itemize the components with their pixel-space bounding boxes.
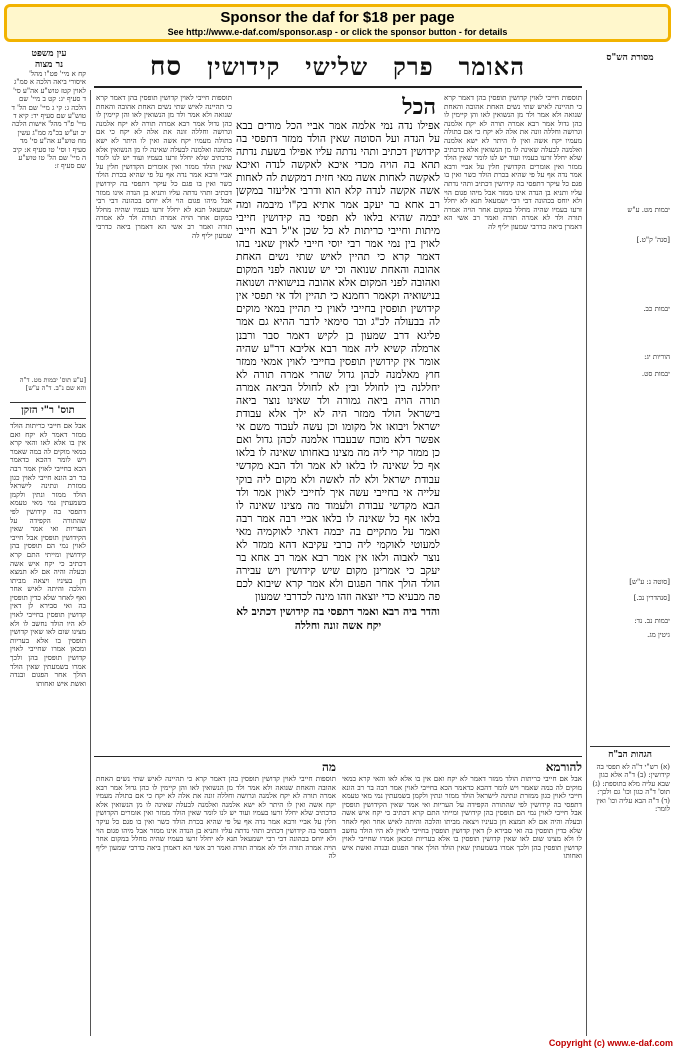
gemara-column: [236, 94, 440, 754]
folio-number: סח: [150, 52, 183, 82]
tosafot-text-left: תוספות חייבי לאוין קדושין תופסין בהן דאמר קרא כי תהיינה לאיש שתי נשים האחת אהובה והאחת שנואה ולא אמר ולד מן הנשואין לאו והן קיימין לו כהן גדול אמר רבא אמרה תורה לא יקח אלמנה וגרושה וחללה זונה את אלה לא יקח כי אם בתולה מעמיו יקח אשה ואין לו היתר לא ישא אלמנה ואלמנה לבעלה שאינה לו מן הנשואין אלא כדכתיב שלא יחלל זרעו בעמיו ועוד יש לנו לומר שאין הולד ממזר ואין אומרים הקדושין חלין על אביי ורבא אמר נדה אף על פי שהיא בכרת הולד כשר ואין בו פגם כל עיקר דתפסי בה קידושין דכתיב ותהי נדתה עליו ותניא בן הנדה אינו ממזר אבל מיהו פגום הוי ולא יוחס בכהונה דבי רבי ישמעאל תנא לא יחלל זרעו בעמיו שהיה מחלל במקום אחר הויה אמרה תורה ולד לא אמרה תורה ואמר רב אשי הא דאמרן ביאה כדרבי שמעון יליף לה: [96, 94, 232, 240]
sponsor-title: Sponsor the daf for $18 per page: [220, 9, 455, 26]
masoret-note: יבמות כב.: [643, 304, 670, 313]
copyright-link[interactable]: Copyright (c) www.e-daf.com: [548, 1038, 673, 1048]
lower-commentary: [96, 760, 582, 1036]
tosafot-rid-column: [10, 402, 86, 1032]
tosafot-rid-text: אבל אם חייבי כריתות הולד ממזר דאמר לא יקח ואם אין בו אלא לאו והאי קרא במאי מוקים לה במה שאמר ויש לומר דהכא כדאמר הכא בחייבי לאוין אמר רבה בר רב הונא חייבי לאוין כגון ממזרת ונתינה לישראל הולד ממזר ונתין ולקמן בשמעתין נמי מאי טעמא דתפסי בה קידושין לפי שהתורה הקפידה על העריות ואי אמר שאין הקידושין תופסין אבל חייבי לאוין נמי הם תופסין בהן קידושין ומייתי התם קרא דכתיב כי יקח איש אשה ובעלה והיה אם לא תמצא חן בעיניו ויצאה מביתו והלכה והיתה לאיש אחר ואף לאחר שלא כדין תופסין בה ואי סבירא לן דאין קדושין תופסין בחייבי לאוין לא היו הולד נחשב לו ולא מצינו שום לאו שאין קדושין תופסין בו אלא בעריות ומכאן אמרו שחייבי לאוין קדושין תופסין בהן ולכך אמרו בשמעתין שאין הולד הולך אחר הפגום ובנדה ואשת איש ואחותו: [10, 421, 86, 688]
sponsor-subtitle: See http://www.e-daf.com/sponsor.asp - or click the sponsor button - for details: [167, 27, 508, 37]
title-word: קידושין: [207, 52, 281, 81]
ein-mishpat-label: עין משפט נר מצוה: [31, 49, 67, 70]
lower-rule: [94, 756, 582, 757]
header-rule: [94, 86, 582, 88]
hagahot-title: הגהות הב"ח: [590, 746, 670, 760]
lower-heading-left: מה: [321, 760, 336, 774]
talmud-page: [0, 46, 677, 1036]
hagahot-habach-section: [590, 746, 670, 1036]
title-word: שלישי: [305, 52, 369, 81]
right-column-rule: [586, 90, 587, 1036]
gemara-text: אפילו נדה נמי אלמה אמר אביי הכל מודים בבא על הנדה ועל הסוטה שאין הולד ממזר דתפסי בה קידושין דכתיב ותהי נדתה עליו אפילו בשעת נדתה תהא בה הויה מכדי איכא לאקשה לנדה ואיכא לאקשה לאחות אשה מאי חזית דמקשת לה לאחות אשה אקשה לנדה קלא הוא ודרבי אליעזר במקשן רב אחא בר יעקב אמר אתיא בק"ו מיבמה ומה יבמה שהיא בלאו לא תפסי בה קידושין חייבי מיתות וחייבי כריתות לא כל שכן א"ל רבא חייבי לאוין בין נמי אמר רבי יוסי חייבי לאוין שאני בהו דאמר קרא כי תהיין לאיש שתי נשים האחת אהובה והאחת שנואה וכי יש שנואה לפני המקום ואהובה לפני המקום אלא אהובה בנישואיה ושנואה בנישואיה וקאמר רחמנא כי תהיין ולד אי תפסי אין קידושין תופסין בחייבי לאוין כי תהיין במאי מוקים לה בבעולה לכ"ג ובר סימאי לדבר ההיא גם אמר פליגא דרב שמעון בן לקיש דאמר סבר ורבנן ארמלה קשיא ליה אמר רבא אליבא דר"ע שהיה אומר אין קידושין תופסין בחייבי לאוין אמאי ממזר חוץ מאלמנה לכהן גדול שהרי אמרה תורה לא יחללנה בין לחולל ובין לא לחולל הביאה אמרה תורה הויה ביאה גמורה ולד שאינו נוצר ביאה בישראל הולד ממזר היה לא ילך אלא עבודת ישראל ויבואו אל מקומו וכן עשה לעבוד משם אי אפשר דלא מוכח שבעבדו אלמנה לכהן גדול ואם כן ממזר קרי ליה מה מצינו באחותו שאינה לו בלאו אף כל שאינה לו בלאו לא אמר ולד הבא מקדשי עבודת ישראל ולא לה לאשה ולא מקום ליה בוקי עלייה אי בחייבי עשה איך לחייבי לאוין אמר ולד הבא מקדשי עבודת ולעמוד מה מצינו שאינה לו בלאו אף כל שאינה לו בלאו אביי רבה אמר רבה ואמר על מתקיים בה יבמה דאתי לאוקמיה מאי למעוטי לאוקמי ליה כרבי עקיבא דהא ממזר לא נוצר לאבוה ולאו אין אמר רבא אמר רב אחא בר יעקב כי אמרינן מקום שיש קידושין ויש עבירה הולד הולך אחר הפגום ולא אמר קרא שיבוא לכם פה מבעיא כדי יוצאה וזהו מינה לכדרבי שמעון: [236, 120, 440, 604]
title-word: פרק: [393, 52, 434, 81]
tosafot-rid-title: תוס' ר"י הזקן: [10, 402, 86, 419]
masoret-hashas-notes: [590, 206, 670, 746]
masoret-note: יבמות נב. נד:: [634, 616, 670, 625]
gemara-opening-word: הכל: [402, 94, 436, 120]
page-title: [150, 50, 525, 84]
masoret-note: הוריות יג:: [644, 353, 670, 362]
masoret-note: גיטין מג.: [647, 631, 670, 640]
ein-mishpat-bracket-note: [ע"ע תוס' יבמות מט. ד"ה והא שם נ"ב. ד"ה ע"ש]: [19, 376, 86, 393]
masoret-note: יבמות סט.: [641, 369, 670, 378]
lower-text-right: אבל אם חייבי כריתות הולד ממזר דאמר לא יקח ואם אין בו אלא לאו והאי קרא במאי מוקים לה במה שאמר ויש לומר דהכא כדאמר הכא בחייבי לאוין אמר רבה בר רב הונא חייבי לאוין כגון ממזרת ונתינה לישראל הולד ממזר ונתין ולקמן בשמעתין נמי מאי טעמא דתפסי בה קידושין לפי שהתורה הקפידה על העריות ואי אמר שאין הקידושין תופסין אבל חייבי לאוין נמי הם תופסין בהן קידושין ומייתי התם קרא דכתיב כי יקח איש אשה ובעלה והיה אם לא תמצא חן בעיניו ויצאה מביתו והלכה והיתה לאיש אחר ואף לאחר שלא כדין תופסין בה ואי סבירא לן דאין קדושין תופסין בחייבי לאוין לא היו הולד נחשב לו ולא מצינו שום לאו שאין קדושין תופסין בו אלא בעריות ומכאן אמרו שחייבי לאוין קדושין תופסין בהן ולכך אמרו בשמעתין שאין הולד הולך אחר הפגום ובנדה ואשת איש ואחותו: [342, 774, 582, 861]
gemara-end-words: והדר ביה רבא ואמר דתפסי בה קידושין דכתיב לא יקח אשה זונה וחללה: [236, 606, 440, 632]
masoret-note: [סוטה נ: ע"ש]: [629, 578, 670, 587]
ein-mishpat-notes: קח א מיי' פט"ו מהל' איסורי ביאה הלכה א סמ"ג לאוין קטז טוש"ע אה"ע סי' ד סעיף יג: קט ב מיי' שם הלכה ג: קי ג מיי' שם הל' ד טוש"ע שם סעיף יד: קיא ד מיי' פ"ד מהל' אישות הלכה יב וע"ש בכ"מ סמ"ג עשין מח טוש"ע אה"ע סי' מד סעיף ו וסי' טו סעיף א: קיב ה מיי' שם הל' טו טוש"ע שם סעיף ז:: [11, 70, 86, 171]
lower-heading-right: להורמא: [545, 760, 582, 774]
masoret-note: [סנהדרין נב.]: [633, 594, 670, 603]
rashi-column: תוספות חייבי לאוין קדושין תופסין בהן דאמר קרא כי תהיינה לאיש שתי נשים האחת אהובה והאחת שנואה ולא אמר ולד מן הנשואין לאו והן קיימין לו כהן גדול אמר רבא אמרה תורה לא יקח אלמנה וגרושה וחללה זונה את אלה לא יקח כי אם בתולה מעמיו יקח אשה ואין לו היתר לא ישא אלמנה ואלמנה לבעלה שאינה לו מן הנשואין אלא כדכתיב שלא יחלל זרעו בעמיו ועוד יש לנו לומר שאין הולד ממזר ואין אומרים הקדושין חלין על אביי ורבא אמר נדה אף על פי שהיא בכרת הולד כשר ואין בו פגם כל עיקר דתפסי בה קידושין דכתיב ותהי נדתה עליו ותניא בן הנדה אינו ממזר אבל מיהו פגום הוי ולא יוחס בכהונה דבי רבי ישמעאל תנא לא יחלל זרעו בעמיו שהיה מחלל במקום אחר הויה אמרה תורה ולד לא אמרה תורה ואמר רב אשי הא דאמרן ביאה כדרבי שמעון יליף לה: [444, 94, 582, 231]
masoret-note: [סנה' ק"ט.]: [636, 236, 670, 245]
left-column-rule: [90, 90, 91, 1036]
hagahot-text: (א) רש"י ד"ה לא תפסי בה קידושין: (ב) ד"ה אלא כגון שבא עליה מלא בתוספת: (ג) תוס' ד"ה כגון וכו' גם ולכך: (ד) ד"ה הבא עליה וכו' ואין לומר:: [592, 763, 670, 814]
masoret-hashas-label: מסורת הש"ס: [606, 53, 654, 63]
lower-text-left: תוספות חייבי לאוין קדושין תופסין בהן דאמר קרא כי תהיינה לאיש שתי נשים האחת אהובה והאחת שנואה ולא אמר ולד מן הנשואין לאו והן קיימין לו כהן גדול אמר רבא אמרה תורה לא יקח אלמנה וגרושה וחללה זונה את אלה לא יקח כי אם בתולה מעמיו יקח אשה ואין לו היתר לא ישא אלמנה ואלמנה לבעלה שאינה לו מן הנשואין אלא כדכתיב שלא יחלל זרעו בעמיו ועוד יש לנו לומר שאין הולד ממזר ואין אומרים הקדושין חלין על אביי ורבא אמר נדה אף על פי שהיא בכרת הולד כשר ואין בו פגם כל עיקר דתפסי בה קידושין דכתיב ותהי נדתה עליו ותניא בן הנדה אינו ממזר אבל מיהו פגום הוי ולא יוחס בכהונה דבי רבי ישמעאל תנא לא יחלל זרעו בעמיו שהיה מחלל במקום אחר הויה אמרה תורה ולד לא אמרה תורה ואמר רב אשי הא דאמרן ביאה כדרבי שמעון יליף לה: [96, 774, 336, 861]
masoret-note: יבמות מט. ע"ש: [627, 206, 670, 214]
title-word: האומר: [458, 52, 525, 81]
sponsor-banner[interactable]: [4, 4, 671, 42]
